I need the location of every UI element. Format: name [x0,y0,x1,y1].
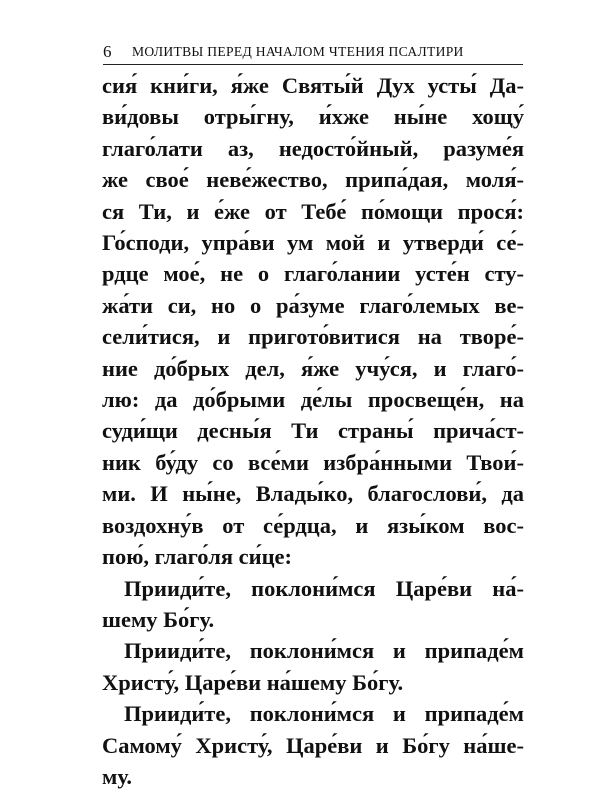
text-line: ви́довы отры́гну, и́хже ны́не хощу́ [102,104,524,130]
text-line: суди́щи десны́я Ти страны́ прича́ст- [102,418,524,444]
text-line: Самому́ Христу́, Царе́ви и Бо́гу на́ше- [102,732,524,758]
text-line: ся Ти, и е́же от Тебе́ по́мощи прося́: [102,198,524,224]
running-title: МОЛИТВЫ ПЕРЕД НАЧАЛОМ ЧТЕНИЯ ПСАЛТИРИ [132,44,464,59]
text-line: Прииди́те, поклони́мся Царе́ви на́- [124,575,524,601]
text-line: ми. И ны́не, Влады́ко, благослови́, да [102,481,524,507]
text-line: лю: да до́брыми де́лы просвеще́н, на [102,387,524,413]
text-line: же свое́ неве́жество, припа́дая, моля́- [102,167,524,193]
text-line: пою́, глаго́ля си́це: [102,544,293,570]
text-line: сия́ кни́ги, я́же Святы́й Дух усты́ Да- [102,73,524,98]
text-line: Го́споди, упра́ви ум мой и утверди́ се́- [102,230,524,256]
page-header [103,38,523,65]
text-line: глаго́лати аз, недосто́йный, разуме́я [102,135,524,161]
prayer-text [102,70,524,792]
text-line: ник бу́ду со все́ми избра́нными Твои́- [102,449,524,475]
text-line: сели́тися, и пригото́витися на творе́- [102,324,524,350]
text-line: Христу́, Царе́ви на́шему Бо́гу. [102,669,404,695]
text-line: му. [102,763,132,789]
page-number: 6 [103,42,112,61]
text-line: жа́ти си, но о ра́зуме глаго́лемых ве- [102,292,524,318]
text-line: рдце мое́, не о глаго́лании усте́н сту- [102,261,524,287]
text-line: воздохну́в от се́рдца, и язы́ком вос- [102,512,524,538]
text-line: ние до́брых дел, я́же учу́ся, и глаго́- [102,355,524,381]
text-line: Прииди́те, поклони́мся и припаде́м [124,701,524,727]
text-line: Прииди́те, поклони́мся и припаде́м [124,638,524,664]
text-line: шему Бо́гу. [102,606,215,632]
